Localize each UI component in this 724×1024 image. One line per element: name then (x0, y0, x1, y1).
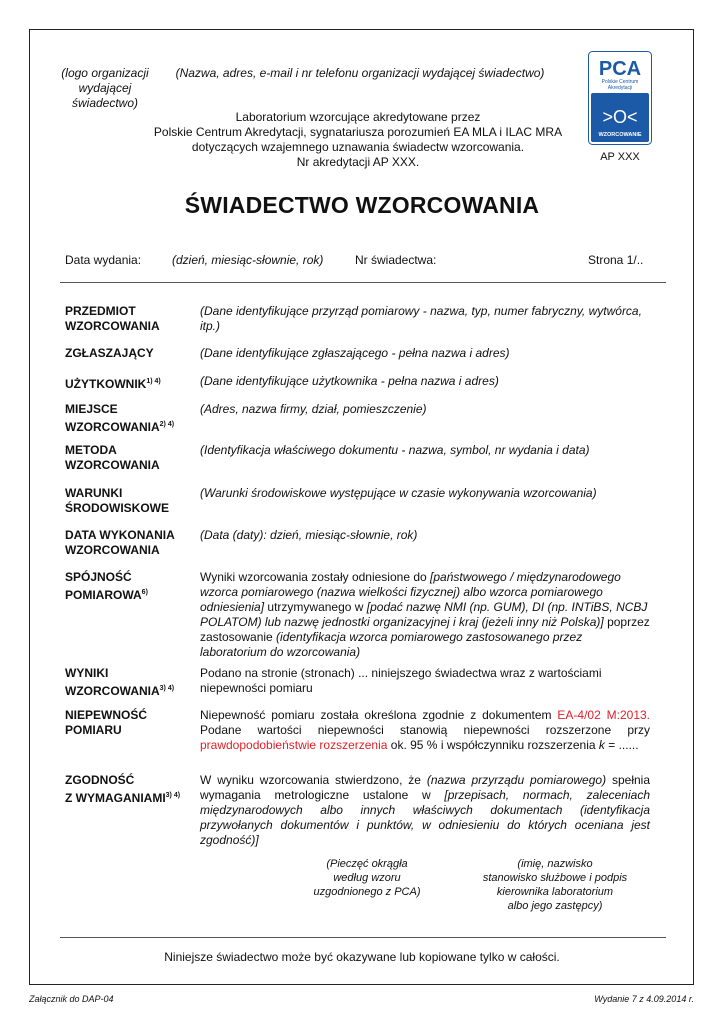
pca-line1-text: Polskie Centrum (601, 79, 639, 85)
field-label-line: POMIAROWA$^{6)}$ (65, 588, 148, 602)
field-value: (Identyfikacja właściwego dokumentu - nazwa, symbol, nr wydania i data) (200, 443, 590, 457)
field-value: (Data (daty): dzień, miesiąc-słownie, rok) (200, 528, 418, 542)
field-label (65, 773, 197, 806)
reference-document: EA-4/02 M:2013. (557, 708, 650, 722)
field-label-line: WYNIKI (65, 666, 109, 680)
accreditation-line-1: Laboratorium wzorcujące akredytowane przez (235, 110, 481, 124)
field-label (65, 570, 197, 603)
footer-right: Wydanie 7 z 4.09.2014 r. (594, 994, 694, 1004)
field-label-line: ZGODNOŚĆ (65, 773, 135, 787)
field-value: W wyniku wzorcowania stwierdzono, że (nazwa przyrządu pomiarowego) spełnia wymagania metrologiczne ustalone w [przepisach, normach, zaleceniach międzynarodowych albo innych właściwych dokumentach (identyfikacja przywołanych dokumentów i punktów, w odniesieniu do których oceniana jest zgodność)] (200, 773, 650, 847)
field-label (65, 374, 197, 392)
accreditation-line-2: Polskie Centrum Akredytacji, sygnatariusza porozumień EA MLA i ILAC MRA (153, 125, 563, 139)
footnote-ref: 1) 4) (146, 378, 161, 385)
accreditation-number: AP XXX (600, 151, 640, 163)
footnote-ref: 6) (141, 589, 148, 596)
field-label-line: MIEJSCE (65, 402, 118, 416)
logo-placeholder: (logo organizacji wydającej świadectwo) (61, 66, 149, 110)
footnote-ref: 3) 4) (165, 792, 181, 799)
field-value: (Adres, nazwa firmy, dział, pomieszczenie) (200, 402, 427, 416)
issue-date-value: (dzień, miesiąc-słownie, rok) (172, 253, 324, 267)
accreditation-statement (130, 110, 586, 170)
issue-date-label: Data wydania: (65, 253, 142, 267)
pca-brand-text: PCA (598, 58, 642, 80)
footnote-ref: 3) 4) (159, 685, 175, 692)
field-label (65, 666, 197, 699)
certificate-number-label: Nr świadectwa: (355, 253, 437, 267)
field-value: Podano na stronie (stronach) ... niniejszego świadectwa wraz z wartościami niepewności pomiaru (200, 666, 602, 695)
footnote-ref: 2) 4) (159, 421, 175, 428)
pca-accreditation-badge (588, 51, 652, 145)
pca-line2-text: Akredytacji (607, 85, 633, 91)
organization-placeholder: (Nazwa, adres, e-mail i nr telefonu organizacji wydającej świadectwo) (175, 66, 545, 80)
field-label-text: UŻYTKOWNIK (65, 377, 147, 391)
copy-notice: Niniejsze świadectwo może być okazywane lub kopiowane tylko w całości. (164, 950, 560, 964)
field-label-line: SPÓJNOŚĆ (65, 570, 132, 584)
field-label-line: $WZORCOWANIA^{2) 4)}$ (65, 420, 175, 434)
header-divider (60, 282, 666, 283)
field-label-line: $WZORCOWANIA^{3) 4)}$ (65, 684, 175, 698)
footer-left: Załącznik do DAP-04 (29, 994, 114, 1004)
field-label: ZGŁASZAJĄCY (65, 346, 154, 360)
field-label: DATA WYKONANIA WZORCOWANIA (65, 528, 175, 557)
field-value: Niepewność pomiaru została określona zgodnie z dokumentem EA-4/02 M:2013. Podane wartości niepewności stanowią niepewności rozszerzone przy prawdopodobieństwie rozszerzenia ok. 95 % i współczynniku rozszerzenia k = ...... (200, 708, 650, 752)
accreditation-line-3: dotyczących wzajemnego uznawania świadectw wzorcowania. (191, 140, 525, 154)
field-value: (Dane identyfikujące przyrząd pomiarowy - nazwa, typ, numer fabryczny, wytwórca, itp.) (200, 304, 642, 333)
field-label: NIEPEWNOŚĆ POMIARU (65, 708, 148, 737)
document-title: ŚWIADECTWO WZORCOWANIA (184, 192, 540, 218)
field-label (65, 402, 197, 435)
field-value: Wyniki wzorcowania zostały odniesione do [państwowego / międzynarodowego wzorca pomiarowego (nazwa wielkości fizycznej) albo wzorca pomiarowego odniesienia] utrzymywanego w [podać nazwę NMI (np. GUM), DI (np. INTiBS, NCBJ POLATOM) lub nazwę jednostki organizacyjnej i kraj (jeżeli inny niż Polska)] poprzez zastosowanie (identyfikacja wzorca pomiarowego zastosowanego przez laboratorium do wzorcowania) (200, 570, 650, 659)
signature-placeholder: (imię, nazwisko stanowisko służbowe i podpis kierownika laboratorium albo jego zastępcy) (482, 858, 628, 912)
pca-symbol-icon: >O< (602, 107, 638, 127)
reference-term: prawdopodobieństwie rozszerzenia (200, 738, 388, 752)
field-label-line: Z $WYMAGANIAMI^{3) 4)}$ (65, 791, 181, 805)
field-label: PRZEDMIOT WZORCOWANIA (65, 304, 160, 333)
field-value: (Dane identyfikujące użytkownika - pełna nazwa i adres) (200, 374, 499, 388)
footer-divider (60, 937, 666, 938)
field-value: (Warunki środowiskowe występujące w czasie wykonywania wzorcowania) (200, 486, 597, 500)
field-label: METODA WZORCOWANIA (65, 443, 160, 472)
stamp-placeholder: (Pieczęć okrągła według wzoru uzgodnionego z PCA) (313, 858, 421, 898)
accreditation-line-4: Nr akredytacji AP XXX. (296, 155, 420, 169)
field-label: WARUNKI ŚRODOWISKOWE (65, 486, 169, 515)
page-number: Strona 1/.. (588, 253, 644, 267)
field-value: (Dane identyfikujące zgłaszającego - pełna nazwa i adres) (200, 346, 510, 360)
pca-type-text: WZORCOWANIE (598, 132, 642, 138)
